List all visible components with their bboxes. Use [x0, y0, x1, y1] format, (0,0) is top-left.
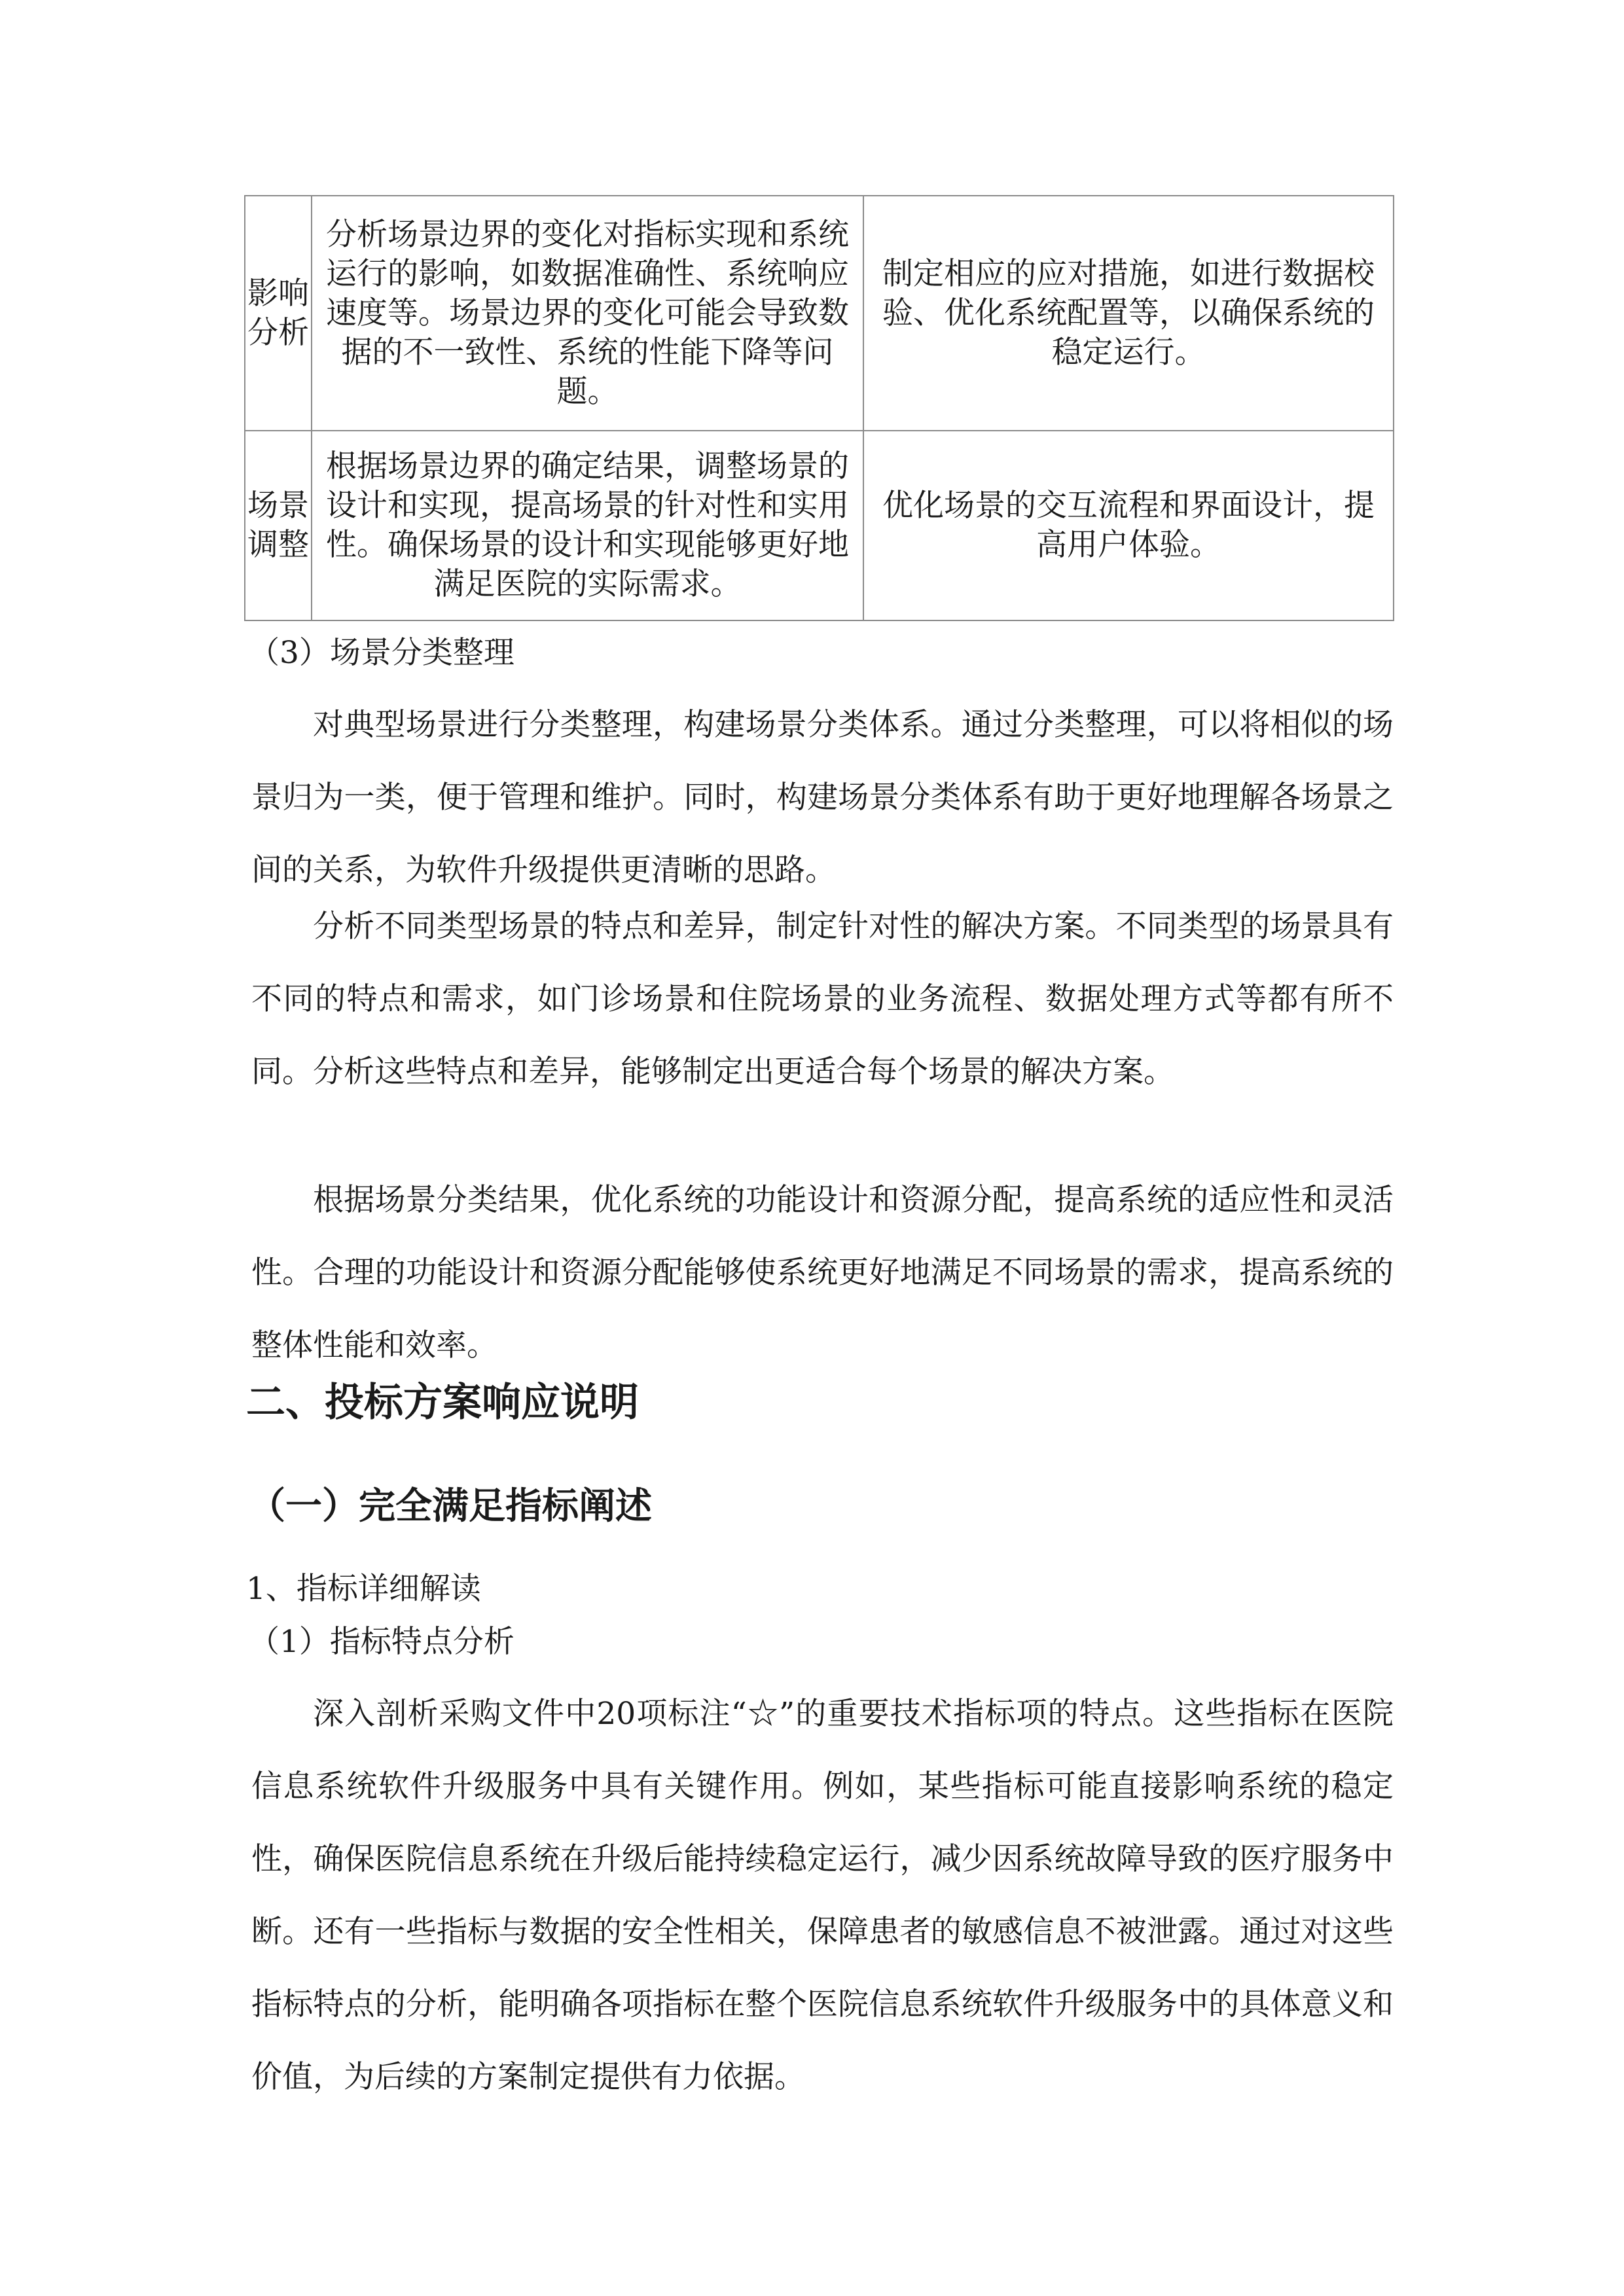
table-row — [245, 196, 1394, 431]
row-label-cell: 影响分析 — [245, 196, 312, 431]
analysis-cell: 根据场景边界的确定结果，调整场景的设计和实现，提高场景的针对性和实用性。确保场景的设计和实现能够更好地满足医院的实际需求。 — [312, 431, 863, 620]
chapter-title: 二、投标方案响应说明 — [246, 1380, 639, 1426]
paragraph: 分析不同类型场景的特点和差异，制定针对性的解决方案。不同类型的场景具有不同的特点和需求，如门诊场景和住院场景的业务流程、数据处理方式等都有所不同。分析这些特点和差异，能够制定出更适合每个场景的解决方案。 — [251, 908, 1394, 1090]
table-row — [245, 431, 1394, 620]
scenario-boundary-table — [244, 195, 1394, 621]
section-title: （一）完全满足指标阐述 — [249, 1485, 652, 1528]
section-3-heading: （3）场景分类整理 — [249, 635, 514, 671]
paragraph: 深入剖析采购文件中20项标注“☆”的重要技术指标项的特点。这些指标在医院信息系统软件升级服务中具有关键作用。例如，某些指标可能直接影响系统的稳定性，确保医院信息系统在升级后能持续稳定运行，减少因系统故障导致的医疗服务中断。还有一些指标与数据的安全性相关，保障患者的敏感信息不被泄露。通过对这些指标特点的分析，能明确各项指标在整个医院信息系统软件升级服务中的具体意义和价值，为后续的方案制定提供有力依据。 — [251, 1696, 1394, 2095]
sub-heading: （1）指标特点分析 — [249, 1624, 514, 1660]
measure-cell: 制定相应的应对措施，如进行数据校验、优化系统配置等，以确保系统的稳定运行。 — [863, 196, 1394, 431]
analysis-cell: 分析场景边界的变化对指标实现和系统运行的影响，如数据准确性、系统响应速度等。场景边界的变化可能会导致数据的不一致性、系统的性能下降等问题。 — [312, 196, 863, 431]
paragraph: 根据场景分类结果，优化系统的功能设计和资源分配，提高系统的适应性和灵活性。合理的功能设计和资源分配能够使系统更好地满足不同场景的需求，提高系统的整体性能和效率。 — [251, 1182, 1394, 1363]
item-heading: 1、指标详细解读 — [246, 1571, 481, 1607]
row-label-cell: 场景调整 — [245, 431, 312, 620]
measure-cell: 优化场景的交互流程和界面设计，提高用户体验。 — [863, 431, 1394, 620]
paragraph: 对典型场景进行分类整理，构建场景分类体系。通过分类整理，可以将相似的场景归为一类，便于管理和维护。同时，构建场景分类体系有助于更好地理解各场景之间的关系，为软件升级提供更清晰的思路。 — [251, 707, 1394, 888]
